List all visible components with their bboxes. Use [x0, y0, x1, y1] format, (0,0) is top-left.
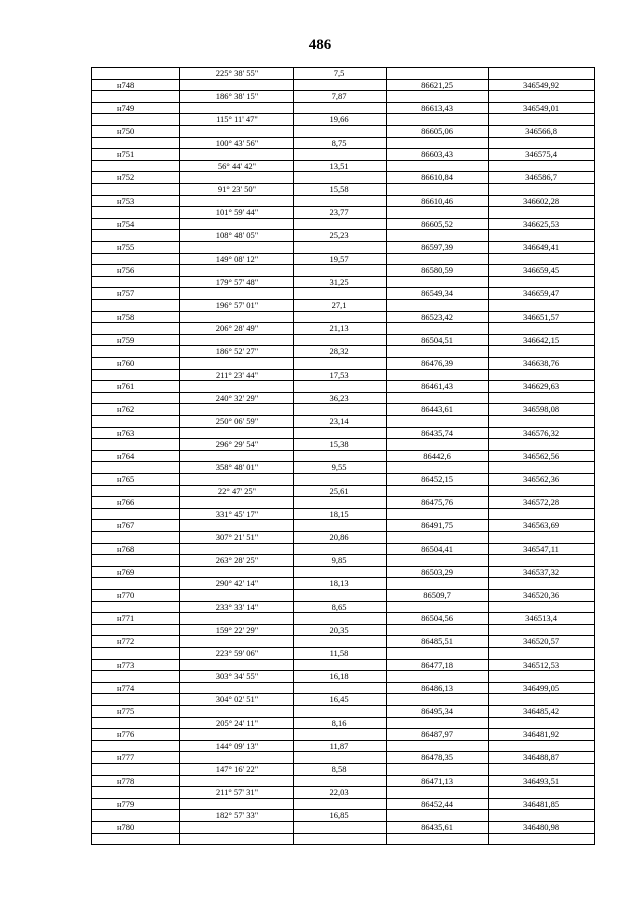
- coordinate-x: 86610,84: [421, 172, 453, 183]
- point-name: н779: [117, 798, 135, 809]
- point-name: н752: [117, 172, 135, 183]
- coordinate-y: 346629,63: [522, 381, 560, 392]
- segment-distance: 25,61: [329, 485, 349, 496]
- point-name: н775: [117, 706, 135, 716]
- segment-distance: 11,58: [329, 648, 349, 658]
- segment-angle: 307° 21' 51": [215, 532, 259, 542]
- point-name: н756: [117, 265, 135, 276]
- segment-distance: 27,1: [331, 300, 347, 310]
- coordinate-x: 86610,46: [421, 195, 453, 206]
- segment-distance: 21,13: [329, 323, 349, 334]
- segment-angle: 179° 57' 48": [215, 276, 259, 287]
- segment-angle: 250° 06' 59": [215, 416, 259, 426]
- segment-angle: 303° 34' 55": [215, 671, 259, 682]
- point-name: н749: [117, 102, 135, 113]
- segment-angle: 144° 09' 13": [215, 740, 259, 751]
- coordinate-x: 86475,76: [421, 497, 453, 508]
- coordinate-x: 86503,29: [421, 566, 453, 577]
- segment-distance: 13,51: [329, 160, 349, 171]
- coordinate-y: 346481,85: [522, 798, 560, 809]
- coordinate-x: 86452,44: [421, 798, 453, 809]
- segment-distance: 31,25: [329, 276, 349, 287]
- segment-distance: 7,87: [331, 91, 347, 102]
- point-name: н761: [117, 381, 135, 392]
- segment-distance: 16,18: [329, 671, 349, 682]
- coordinate-x: 86523,42: [421, 311, 453, 322]
- coordinate-y: 346566,8: [525, 126, 557, 136]
- coordinate-x: 86504,51: [421, 334, 453, 345]
- point-name: н759: [117, 334, 135, 345]
- coordinate-y: 346520,36: [522, 590, 560, 600]
- coordinate-x: 86621,25: [421, 79, 453, 90]
- coordinate-x: 86504,56: [421, 613, 453, 624]
- coordinate-y: 346638,76: [522, 358, 560, 368]
- segment-angle: 304° 02' 51": [215, 694, 259, 705]
- point-name: н765: [117, 474, 135, 484]
- coordinate-y: 346586,7: [525, 172, 557, 183]
- segment-distance: 18,13: [329, 578, 349, 589]
- segment-angle: 196° 57' 01": [215, 300, 259, 310]
- coordinate-x: 86452,15: [421, 474, 453, 484]
- coordinates-table: [91, 67, 595, 844]
- coordinate-x: 86478,35: [421, 752, 453, 763]
- point-name: н748: [117, 79, 135, 90]
- segment-angle: 186° 38' 15": [215, 91, 259, 102]
- segment-angle: 233° 33' 14": [215, 601, 259, 612]
- segment-distance: 22,03: [329, 787, 349, 798]
- coordinate-y: 346576,32: [522, 427, 560, 438]
- coordinate-y: 346512,53: [522, 659, 560, 670]
- segment-angle: 115° 11' 47": [216, 114, 258, 125]
- coordinate-y: 346547,11: [523, 543, 559, 554]
- coordinate-y: 346513,4: [525, 613, 557, 624]
- point-name: н755: [117, 242, 135, 252]
- coordinate-x: 86477,18: [421, 659, 453, 670]
- point-name: н763: [117, 427, 135, 438]
- coordinate-x: 86442,6: [423, 450, 451, 461]
- coordinate-y: 346598,08: [522, 404, 560, 415]
- point-name: н777: [117, 752, 135, 763]
- segment-angle: 108° 48' 05": [215, 230, 259, 241]
- row-divider: [91, 833, 595, 834]
- segment-angle: 186° 52' 27": [215, 346, 259, 357]
- segment-angle: 101° 59' 44": [215, 207, 259, 218]
- point-name: н771: [117, 613, 135, 624]
- coordinate-x: 86549,34: [421, 288, 453, 299]
- coordinate-x: 86471,13: [421, 775, 453, 786]
- point-name: н751: [117, 149, 135, 160]
- point-name: н778: [117, 775, 135, 786]
- segment-distance: 7,5: [333, 68, 345, 78]
- segment-distance: 9,55: [331, 462, 347, 473]
- point-name: н770: [117, 590, 135, 600]
- segment-distance: 8,58: [331, 764, 347, 774]
- column-divider: [179, 67, 180, 844]
- column-divider: [594, 67, 595, 844]
- coordinate-y: 346520,57: [522, 636, 560, 647]
- coordinate-x: 86443,61: [421, 404, 453, 415]
- coordinate-x: 86509,7: [423, 590, 451, 600]
- segment-distance: 8,16: [331, 717, 347, 728]
- segment-distance: 20,86: [329, 532, 349, 542]
- point-name: н780: [117, 822, 135, 832]
- point-name: н772: [117, 636, 135, 647]
- segment-distance: 18,15: [329, 508, 349, 519]
- coordinate-x: 86613,43: [421, 102, 453, 113]
- coordinate-y: 346488,87: [522, 752, 560, 763]
- segment-angle: 296° 29' 54": [215, 439, 259, 450]
- coordinate-x: 86495,34: [421, 706, 453, 716]
- column-divider: [91, 67, 92, 844]
- coordinate-x: 86487,97: [421, 729, 453, 740]
- coordinate-y: 346642,15: [522, 334, 560, 345]
- segment-angle: 205° 24' 11": [215, 717, 259, 728]
- page-number: 486: [308, 37, 332, 53]
- segment-distance: 17,53: [329, 369, 349, 380]
- segment-distance: 8,65: [331, 601, 347, 612]
- coordinate-y: 346649,41: [522, 242, 560, 252]
- coordinate-x: 86476,39: [421, 358, 453, 368]
- segment-angle: 147° 16' 22": [215, 764, 259, 774]
- coordinate-y: 346549,92: [522, 79, 560, 90]
- point-name: н768: [117, 543, 135, 554]
- segment-distance: 23,14: [329, 416, 349, 426]
- segment-angle: 206° 28' 49": [215, 323, 259, 334]
- table-bottom-border: [91, 844, 595, 845]
- segment-angle: 331° 45' 17": [215, 508, 259, 519]
- coordinate-y: 346651,57: [522, 311, 560, 322]
- coordinate-y: 346562,56: [522, 450, 560, 461]
- point-name: н750: [117, 126, 135, 136]
- segment-angle: 263° 28' 25": [215, 555, 259, 566]
- coordinate-y: 346563,69: [522, 520, 560, 531]
- coordinate-x: 86461,43: [421, 381, 453, 392]
- segment-angle: 358° 48' 01": [215, 462, 259, 473]
- coordinate-y: 346575,4: [525, 149, 557, 160]
- segment-angle: 182° 57' 33": [215, 810, 259, 821]
- segment-angle: 290° 42' 14": [215, 578, 259, 589]
- segment-angle: 211° 57' 31": [215, 787, 259, 798]
- coordinate-x: 86435,61: [421, 822, 453, 832]
- coordinate-x: 86605,06: [421, 126, 453, 136]
- segment-distance: 19,66: [329, 114, 349, 125]
- coordinate-y: 346493,51: [522, 775, 560, 786]
- point-name: н758: [117, 311, 135, 322]
- coordinate-x: 86597,39: [421, 242, 453, 252]
- segment-distance: 11,87: [329, 740, 349, 751]
- coordinate-y: 346659,47: [522, 288, 560, 299]
- coordinate-x: 86605,52: [421, 218, 453, 229]
- coordinate-y: 346485,42: [522, 706, 560, 716]
- segment-distance: 28,32: [329, 346, 349, 357]
- coordinate-y: 346572,28: [522, 497, 560, 508]
- point-name: н776: [117, 729, 135, 740]
- segment-distance: 16,45: [329, 694, 349, 705]
- coordinate-y: 346499,05: [522, 682, 560, 693]
- segment-distance: 16,85: [329, 810, 349, 821]
- coordinate-y: 346625,53: [522, 218, 560, 229]
- coordinate-x: 86491,75: [421, 520, 453, 531]
- point-name: н757: [117, 288, 135, 299]
- coordinate-x: 86504,41: [421, 543, 453, 554]
- point-name: н766: [117, 497, 135, 508]
- point-name: н760: [117, 358, 135, 368]
- coordinate-y: 346659,45: [522, 265, 560, 276]
- point-name: н764: [117, 450, 135, 461]
- coordinate-x: 86580,59: [421, 265, 453, 276]
- segment-angle: 22° 47' 25": [217, 485, 257, 496]
- segment-angle: 159° 22' 29": [215, 624, 259, 635]
- point-name: н769: [117, 566, 135, 577]
- segment-distance: 15,58: [329, 184, 349, 194]
- segment-distance: 36,23: [329, 392, 349, 403]
- coordinate-y: 346481,92: [522, 729, 560, 740]
- point-name: н753: [117, 195, 135, 206]
- coordinate-x: 86603,43: [421, 149, 453, 160]
- segment-distance: 19,57: [329, 253, 349, 264]
- segment-angle: 149° 08' 12": [215, 253, 259, 264]
- coordinate-x: 86486,13: [421, 682, 453, 693]
- point-name: н767: [117, 520, 135, 531]
- segment-angle: 100° 43' 56": [215, 137, 259, 148]
- segment-distance: 20,35: [329, 624, 349, 635]
- point-name: н754: [117, 218, 135, 229]
- coordinate-y: 346537,32: [522, 566, 560, 577]
- coordinate-y: 346549,01: [522, 102, 560, 113]
- segment-distance: 23,77: [329, 207, 349, 218]
- segment-angle: 91° 23' 50": [217, 184, 257, 194]
- segment-angle: 211° 23' 44": [215, 369, 259, 380]
- segment-angle: 223° 59' 06": [215, 648, 259, 658]
- coordinate-y: 346602,28: [522, 195, 560, 206]
- point-name: н773: [117, 659, 135, 670]
- point-name: н762: [117, 404, 135, 415]
- segment-distance: 8,75: [331, 137, 347, 148]
- segment-angle: 225° 38' 55": [215, 68, 259, 78]
- segment-distance: 9,85: [331, 555, 347, 566]
- coordinate-y: 346562,36: [522, 474, 560, 484]
- segment-distance: 15,38: [329, 439, 349, 450]
- coordinate-x: 86485,51: [421, 636, 453, 647]
- segment-angle: 240° 32' 29": [215, 392, 259, 403]
- segment-angle: 56° 44' 42": [217, 160, 257, 171]
- segment-distance: 25,23: [329, 230, 349, 241]
- point-name: н774: [117, 682, 135, 693]
- coordinate-y: 346480,98: [522, 822, 560, 832]
- coordinate-x: 86435,74: [421, 427, 453, 438]
